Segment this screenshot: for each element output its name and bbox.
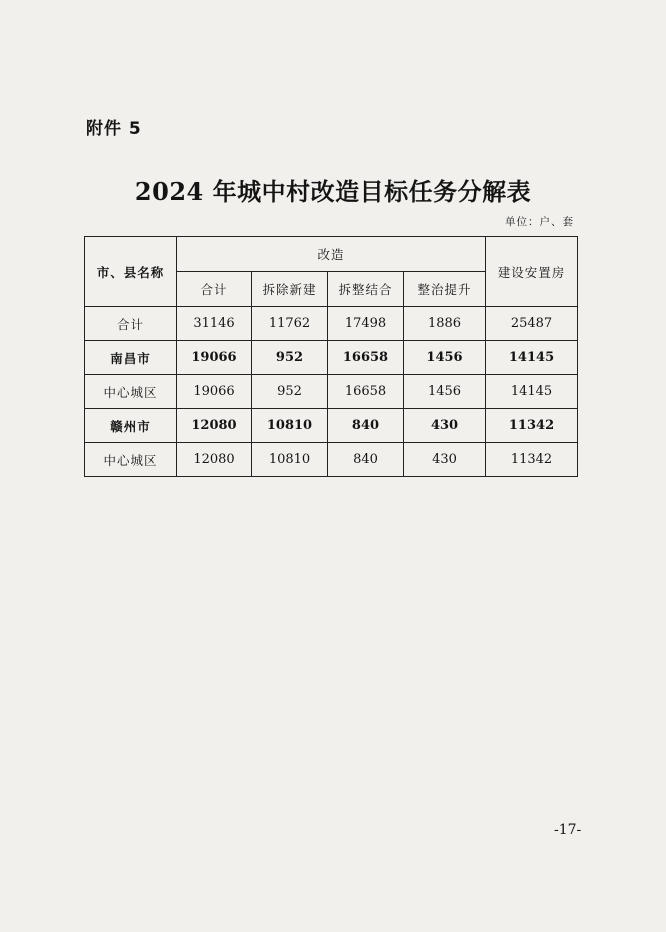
cell-improve-upgrade: 430 <box>404 409 486 443</box>
table-row <box>85 443 578 477</box>
cell-total: 19066 <box>177 375 252 409</box>
page-number: -17- <box>554 822 582 838</box>
row-name: 中心城区 <box>85 443 177 477</box>
table-row <box>85 307 578 341</box>
header-improve-upgrade: 整治提升 <box>404 272 486 307</box>
header-demolish-integrate: 拆整结合 <box>328 272 404 307</box>
cell-demolish-integrate: 16658 <box>328 341 404 375</box>
cell-resettlement: 11342 <box>486 443 578 477</box>
table-header-row <box>85 237 578 272</box>
row-name: 南昌市 <box>85 341 177 375</box>
header-demolish-rebuild: 拆除新建 <box>252 272 328 307</box>
cell-demolish-rebuild: 10810 <box>252 409 328 443</box>
row-name: 赣州市 <box>85 409 177 443</box>
cell-demolish-integrate: 840 <box>328 409 404 443</box>
cell-resettlement: 11342 <box>486 409 578 443</box>
cell-improve-upgrade: 1886 <box>404 307 486 341</box>
cell-demolish-rebuild: 11762 <box>252 307 328 341</box>
cell-total: 31146 <box>177 307 252 341</box>
cell-total: 19066 <box>177 341 252 375</box>
attachment-label: 附件 5 <box>86 119 142 139</box>
header-city-county-name: 市、县名称 <box>85 237 177 307</box>
unit-label: 单位：户、套 <box>505 216 574 228</box>
row-name: 合计 <box>85 307 177 341</box>
table-row <box>85 409 578 443</box>
cell-demolish-rebuild: 952 <box>252 341 328 375</box>
header-total: 合计 <box>177 272 252 307</box>
row-name: 中心城区 <box>85 375 177 409</box>
cell-resettlement: 25487 <box>486 307 578 341</box>
page-title: 2024 年城中村改造目标任务分解表 <box>134 177 532 206</box>
cell-total: 12080 <box>177 409 252 443</box>
cell-demolish-rebuild: 10810 <box>252 443 328 477</box>
header-resettlement-housing: 建设安置房 <box>486 237 578 307</box>
cell-total: 12080 <box>177 443 252 477</box>
cell-demolish-integrate: 17498 <box>328 307 404 341</box>
cell-resettlement: 14145 <box>486 375 578 409</box>
cell-improve-upgrade: 430 <box>404 443 486 477</box>
task-table <box>84 236 578 477</box>
cell-improve-upgrade: 1456 <box>404 375 486 409</box>
cell-demolish-rebuild: 952 <box>252 375 328 409</box>
table-row <box>85 341 578 375</box>
cell-resettlement: 14145 <box>486 341 578 375</box>
header-renovation: 改造 <box>177 237 486 272</box>
cell-improve-upgrade: 1456 <box>404 341 486 375</box>
cell-demolish-integrate: 840 <box>328 443 404 477</box>
table-row <box>85 375 578 409</box>
cell-demolish-integrate: 16658 <box>328 375 404 409</box>
